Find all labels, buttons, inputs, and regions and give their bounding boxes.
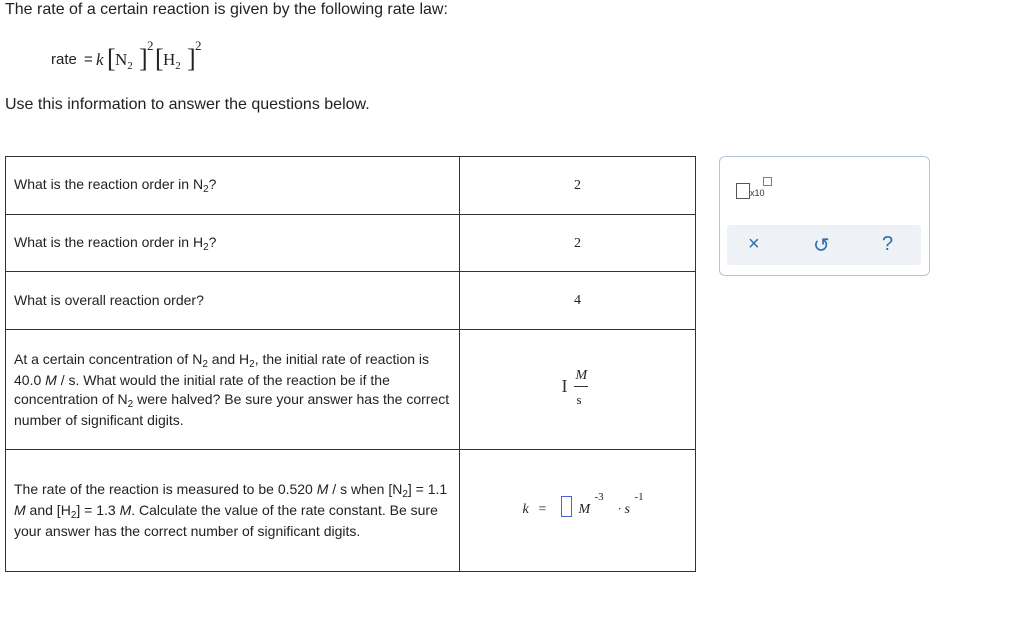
- equals-sign: =: [538, 501, 547, 517]
- k-symbol: k: [522, 501, 529, 517]
- exponent-m: -3: [594, 490, 604, 503]
- answer-cell: [460, 450, 696, 572]
- question-cell: What is overall reaction order?: [6, 272, 460, 330]
- close-bracket-icon: ]: [187, 44, 196, 73]
- clear-icon[interactable]: ×: [748, 233, 760, 255]
- equals-sign: =: [84, 51, 93, 68]
- undo-icon[interactable]: ↺: [813, 235, 830, 257]
- rate-word: rate: [51, 51, 77, 68]
- mantissa-box-icon: [736, 183, 750, 199]
- rate-constant-k: k: [96, 50, 104, 69]
- text-cursor-icon: I: [561, 375, 568, 396]
- exponent-h2: 2: [195, 38, 202, 53]
- species-n2: $N_2$: [115, 50, 133, 72]
- unit-denominator: s: [576, 391, 582, 407]
- unit-numerator: M: [575, 367, 588, 383]
- question-cell: The rate of the reaction is measured to be 0.520 M / s when $[N_2] = 1.1$ M and $[H_2] = 1.3$ M. Calculate the value of the rate constant. Be sure your answer has the correct number of significant digits.: [6, 450, 460, 572]
- exponent-box-icon: [763, 177, 772, 186]
- answer-cell[interactable]: 2: [460, 215, 696, 272]
- question-cell: At a certain concentration of $N_2$ and $H_2$, the initial rate of reaction is 40.0 M / s. What would the initial rate of the reaction be if the concentration of $N_2$ were halved? Be sure your answer has the correct number of significant digits.: [6, 330, 460, 450]
- answer-cell[interactable]: 2: [460, 157, 696, 215]
- open-bracket-icon: [: [155, 44, 164, 73]
- tool-bar: [727, 225, 921, 265]
- question-table: [5, 156, 696, 572]
- rate-answer-input[interactable]: [548, 364, 608, 410]
- answer-tools-panel: [719, 156, 930, 276]
- table-row: [6, 272, 696, 330]
- instruction-text: Use this information to answer the questions below.: [5, 96, 370, 113]
- close-bracket-icon: ]: [139, 44, 148, 73]
- scientific-notation-button[interactable]: [736, 175, 776, 201]
- answer-cell[interactable]: [460, 330, 696, 450]
- species-h2: $H_2$: [163, 50, 181, 72]
- k-answer-input[interactable]: [561, 496, 572, 517]
- fraction-bar: [574, 386, 588, 387]
- exponent-s: -1: [634, 490, 644, 503]
- table-row: [6, 215, 696, 272]
- question-cell: What is the reaction order in $H_2$?: [6, 215, 460, 272]
- table-row: [6, 330, 696, 450]
- help-icon[interactable]: ?: [882, 233, 894, 255]
- x10-label: x10: [750, 188, 765, 198]
- question-cell: What is the reaction order in $N_2$?: [6, 157, 460, 215]
- rate-constant-expression: [503, 488, 653, 528]
- exponent-n2: 2: [147, 38, 154, 53]
- unit-m: M: [578, 501, 591, 517]
- table-row: [6, 450, 696, 572]
- open-bracket-icon: [: [107, 44, 116, 73]
- intro-text: The rate of a certain reaction is given by the following rate law:: [5, 1, 448, 18]
- multiply-dot: ·: [617, 500, 622, 516]
- table-row: [6, 157, 696, 215]
- unit-s: s: [624, 501, 630, 517]
- answer-cell[interactable]: 4: [460, 272, 696, 330]
